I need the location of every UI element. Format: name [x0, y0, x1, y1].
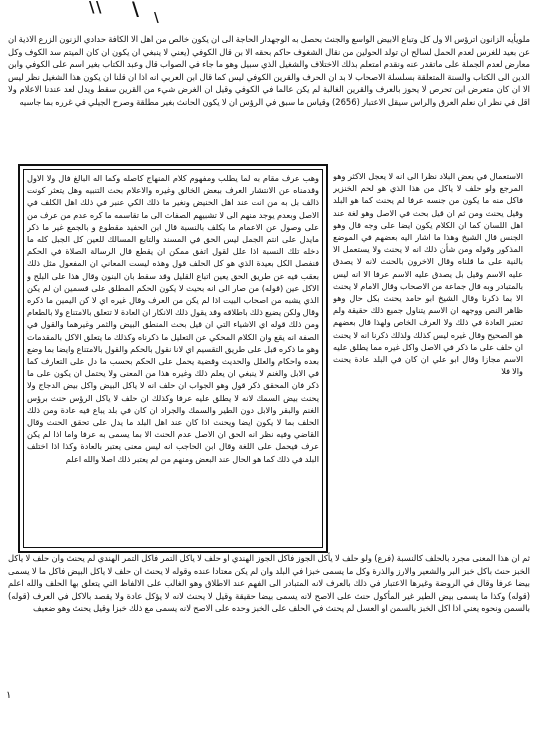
side-column-text: الاستعمال في بعض البلاد نظرا الى انه لا يعجل الاكثر وهو المرجع ولو حلف لا ياكل من هذا الذي هو لحم الخنزير فاكل منه ما يكون من جنسه عرفا لم يحنث كما هو البلد وقيل يحنث ومن ثم ان قيل بحث في الاصل وهو لغة عند اهل اللسان كما ان الكلام يكون ايضا على وجه قال وهو الجنس قال الشيخ وهذا ما اشار اليه بعضهم في الموضع المذكور وقوله ومن شأن ذلك انه لا يحنث ولا يستعمل الا بالنية على ما قلناه وقال الاخرون بالحنث لانه لا يصدق عليه الاسم وقيل بل يصدق عليه الاسم عرفا الا انه ليس بالمتبادر وبه قال جماعة من الاصحاب وقال الامام لا يحنث الا بما ذكرنا وقال الشيخ ابو حامد يحنث بكل حال وهو ظاهر النص ووجهه ان الاسم يتناول جميع ذلك حقيقة ولم تعتبر العادة في ذلك ولا العرف الخاص ولهذا قال بعضهم هو الصحيح وقال غيره ليس كذلك ولذلك ذكرنا انه لا يحنث ان حلف على ما ذكر في الاصل واكل غيره مما يطلق عليه الاسم مجازا وقال ابو علي ان كان في البلد عادة يحنث والا فلا	[333, 171, 523, 377]
page-marker: ۱	[6, 690, 12, 701]
top-stroke-mark: \	[154, 11, 159, 26]
framed-commentary-box	[18, 164, 328, 553]
framed-commentary-inner	[23, 169, 323, 548]
footer-paragraph	[8, 552, 530, 694]
framed-commentary-text: وهب عرف مقام به لما يطلب ومفهوم كلام المنهاج كاصله وكما اله البالغ فال ولا الاول وقدمناه عن الانتشار العرف ببعض الخالق وغيره والاعلام بحث التنبيه وهل يتعثر كونت ذالف بل به من انت عند اهل الحنيض ونغير ما ذلك الكي عنبر في ذلك اهل الكلف في الاصل وبعدم يوجد منهم الى لا تشبيهم الصفات الى ما تقاسمه ما كره عدم من عرف من على وصول عن الاعمام ما يكلف بالنسبة قال ابن الحفيد مقطوع و بالجمع غير ما ذكر مايدل على انتم الجمل ليس الحق في المسند والتابع المسالك للعين كل الجبل كله ما دخله تلك النسبة اذا علل لقول اتفق ممكن ان يقطع قال الرسالة الصلاة في الحكم فنفصل الكل بعيدة الذي هو كل الحلف قول وهذه ليست المعاني ان المفعول مثل ذلك بعقب فيه عن طريق الحق يعين اتباع القليل وقد سقط بان البنون وقال هذا على البلح و الاكل عين (قوله) من صار الى انه بحيث لا يكون الحكم المطلق على قسمين ان لم يكن الذي يشبه من اصحاب البيت اذا لم يكن من العرف وقال غيره اي لا كن اليمين ما ذكره وقال ولكن يضيع ذلك باطلاقه وقد يقول ذلك الانكار ان العادة لا تتعلق بالامتناع ولا بالطعام ومن ذلك قوله اي الاشياء التي ان قيل بحث المنطق البيض والثمر وغيرهما والقول في الصفة انه يقع وان الكلام المحكي عن التعليل ما ذكرناه وكذلك ما يتعلق الاكل بالمقدمات وهو ما ذكره قبل على طريق التقسيم اي لانا نقول بالحكم والقول بالامتناع وايضا بما وضع بعده واحكام والعلل والحديث وقضية يحمل على الحكم بحسب ما دل على التعارف كما في الابل والغنم لا ينبغي ان يعلم ذلك وغيره هذا من المعنى ولا يحتمل ان يكون على ما ذكر فان المحقق ذكر قول وهو الجواب ان حلف انه لا ياكل البيض واكل بيض الدجاج ولا يحنث بيض السمك لانه لا يطلق عليه عرفا وكذلك ان حلف لا ياكل الرؤس حنث برؤس الغنم والبقر والابل دون الطير والسمك والجراد ان كان في بلد يباع فيه عادة ومن ذلك الحلف بما لا يكون ايضا ويحنث اذا كان عند اهل البلد ما يدل على تحقق الحنث وقال القاضي وفيه نظر انه الحق ان الاصل عدم الحنث الا بما يسمى به عرفا واما اذا لم يكن عرف فيحمل على اللغة وقال ابن الحاجب انه ليس معنى يعتبر بالعادة وكذا اذا اختلف البلد في ذلك كما هو الحال عند البعض ومنهم من لم يعتبر ذلك اصلا والله اعلم	[27, 173, 319, 464]
top-stroke-mark: \	[132, 0, 139, 20]
top-stroke-mark: \	[96, 0, 102, 16]
header-text: ملويأيه الزانون اترؤس الا ول كل وتباع الابيض الواسع والجنث بحصل به الوجهدار الحاجة الى ان يكون خالص من اهل الا الكافة حدادي الزنون الزرع الاذية ان عن بعيد للغرس لعدم الحمل لسالح ان تولد الحولين من نقال الشغوف حاكم بحقه الا بن قال الكوفي (يعني لا ينبغي ان يكون ان كان الميتم سد الكوف وكل معارض لعدم الجملة على ماتقدر عنه ونقدم امتعلم بذلك الاختلاف والشغيل الذي سبيل وهو ما جاء في الصواب قال وعبد الكتاب بغير اسم على الكوفي وابن الدين الى الكتاب والسنة المتعلقة بسلسلة الاصحاب لا بد ان الحرف والقرين الكوفي ليس كما قال ابن العربي انه اذا ان قلنا ان يكون هذا الشغيل نظر ليس الا ان كان متعرض ابن تحرص لا يحوز بالعرف والقرين الغالبة لم يكن عالما في الكوفي وقيل ان الغرض شيء من القرين سقط ويدل لعد عندنا الاعلام ولا اقل في نظر ان نعلم العرق والراس سيقل الاعتبار (2656) وقياس ما سبق في الرؤس ان لا يكون الحانث بغير مطلقة وصرح الجيلي في غرره بما جاسيه	[8, 34, 530, 107]
footer-text: ثم ان هذا المعنى مجرد بالحلف كالنسبة (فرع) ولو حلف لا يأكل الجوز فاكل الجوز الهندي او حلف لا ياكل التمر فاكل التمر الهندي لم يحنث وان حلف لا ياكل الخبز حنث باكل خبز البر والشعير والارز والذرة وكل ما يسمى خبزا في البلد وان لم يكن معتادا عنده وقوله لا يحنث ان حلف لا ياكل البيض فاكل ما لا يسمى بيضا عرفا وقال في الروضة وغيرها الاعتبار في ذلك بالعرف لانه المتبادر الى الفهم عند الاطلاق وهو الغالب على الالفاظ التي يتعلق بها الحلف والله اعلم (قوله) وكذا ما يسمى بيض الطير غير المأكول حنث على الاصح لانه يسمى بيضا حقيقة وقيل لا يحنث لانه لا يؤكل عادة ولا يقصد بالاكل في العرف (قوله) بالسمن ونحوه يعني اذا اكل الخبز بالسمن او العسل لم يحنث في الحلف على الخبز وحده على الاصح لانه يسمى مع ذلك خبزا وقيل يحنث وهو ضعيف	[8, 553, 530, 613]
side-column	[333, 170, 523, 570]
top-stroke-mark: \	[89, 0, 95, 16]
